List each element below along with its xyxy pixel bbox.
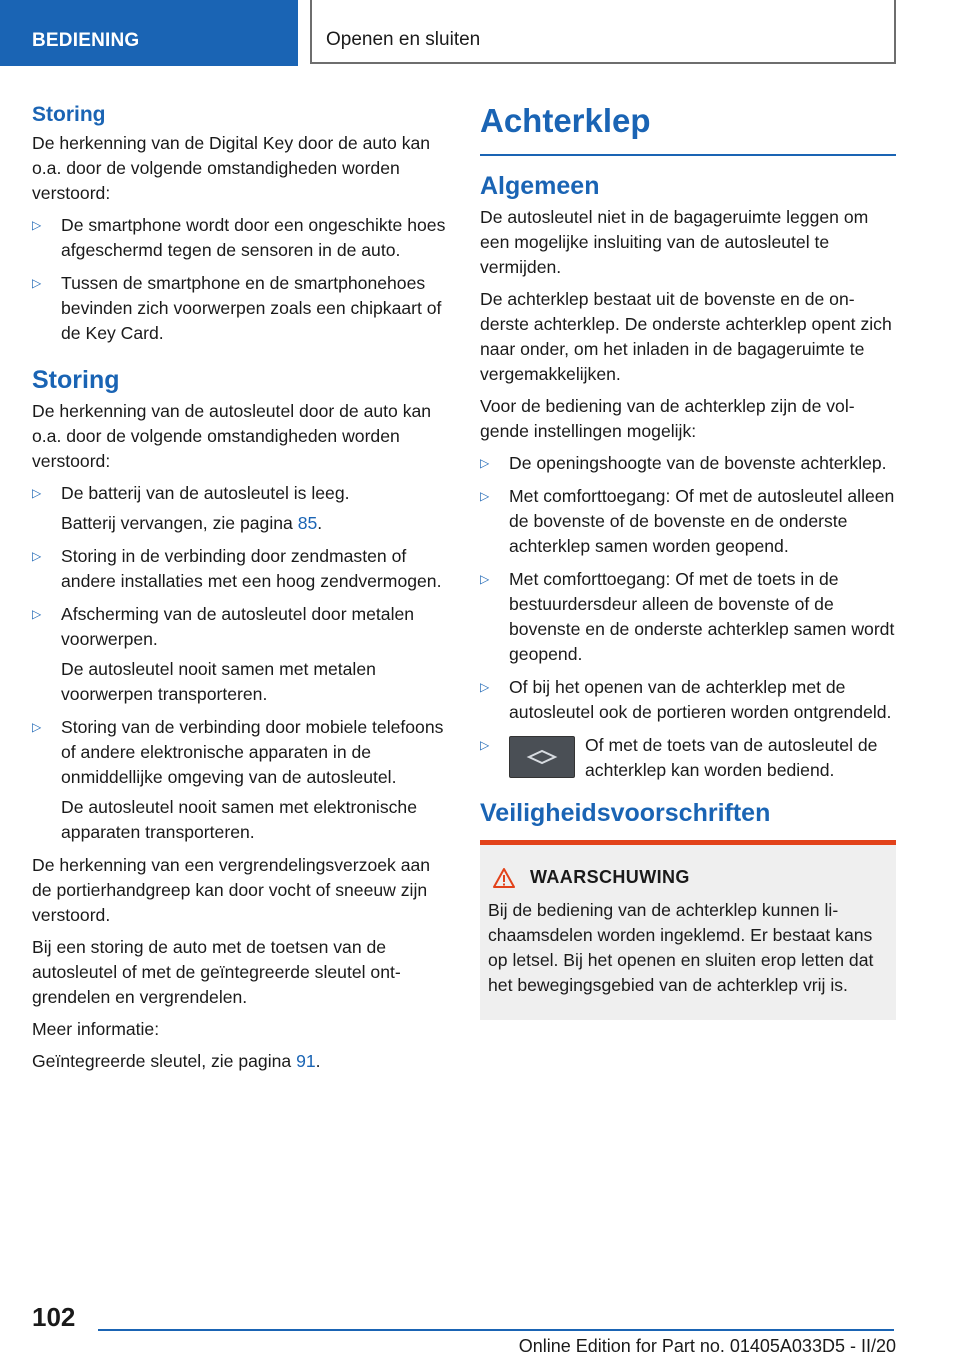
- algemeen-list: [480, 451, 896, 783]
- chapter-title: Openen en sluiten: [310, 0, 896, 64]
- algemeen-p1: De autosleutel niet in de bagageruimte leggen om een mogelijke insluiting van de autosleutel te vermijden.: [480, 207, 869, 277]
- list-item: ▷ De openingshoogte van de bovenste achterklep.: [480, 451, 896, 476]
- list-item: ▷ Met comforttoegang: Of met de toets in de bestuurdersdeur alleen de bovenste of de bovenste en de onderste achterklep samen wordt geopend.: [480, 569, 895, 664]
- algemeen-p3: Voor de bediening van de achterklep zijn de volgende instellingen mogelijk:: [480, 396, 855, 441]
- triangle-right-icon: ▷: [32, 720, 42, 734]
- edition-text: Online Edition for Part no. 01405A033D5 - II/20: [518, 1336, 896, 1356]
- page-title-achterklep: Achterklep: [480, 96, 896, 156]
- storing-autosleutel-list: [32, 481, 448, 845]
- list-item: ▷ Of bij het openen van de achterklep met de autosleutel ook de portieren worden ontgrendeld.: [480, 677, 892, 722]
- heading-algemeen: Algemeen: [480, 172, 600, 200]
- triangle-right-icon: ▷: [32, 549, 42, 563]
- page-number: 102: [32, 1302, 76, 1332]
- triangle-right-icon: ▷: [32, 486, 42, 500]
- page-header: [0, 0, 960, 66]
- list-item: ▷ Afscherming van de autosleutel door metalen voorwerpen. De autosleutel nooit samen met metalen voorwerpen transporteren.: [32, 604, 415, 704]
- warning-title: WAARSCHUWING: [530, 867, 690, 887]
- storing-autosleutel-intro: De herkenning van de autosleutel door de auto kan o.a. door de volgende omstandigheden worden verstoord:: [32, 401, 432, 471]
- triangle-right-icon: ▷: [480, 456, 490, 470]
- triangle-right-icon: ▷: [480, 680, 490, 694]
- page-link-85[interactable]: 85: [297, 513, 318, 533]
- list-item: [480, 733, 896, 783]
- triangle-right-icon: ▷: [32, 607, 42, 621]
- paragraph-meer-info: Meer informatie:: [32, 1019, 160, 1039]
- page-footer: [0, 1290, 960, 1362]
- right-column: [480, 96, 896, 1020]
- list-item: ▷ Storing van de verbinding door mobiele telefoons of andere elektronische apparaten in de onmiddellijke omgeving van de autosleutel. De autosleutel nooit samen met elektronische apparaten transporteren.: [32, 717, 444, 842]
- key-button-row: Of met de toets van de autosleutel de achterklep kan worden bediend.: [509, 733, 896, 783]
- warning-text: Bij de bediening van de achterklep kunnen lichaamsdelen worden ingeklemd. Er bestaat kans op letsel. Bij het openen en sluiten erop letten dat het bewegingsgebied van de achterklep vrij is.: [488, 900, 874, 995]
- algemeen-p2: De achterklep bestaat uit de bovenste en de onderste achterklep. De onderste achterklep opent zich naar onder, om het inladen in de bagageruimte te vergemakkelijken.: [480, 289, 892, 384]
- tailgate-key-button-icon: [509, 736, 575, 778]
- paragraph-vocht: De herkenning van een vergrendelingsverzoek aan de portierhandgreep kan door vocht of sneeuw zijn verstoord.: [32, 855, 431, 925]
- footer-divider: [98, 1329, 894, 1331]
- warning-triangle-icon: [492, 867, 516, 889]
- storing-digital-key-list: [32, 213, 448, 346]
- section-tab: BEDIENING: [0, 0, 298, 66]
- left-column: [32, 98, 448, 1081]
- triangle-right-icon: ▷: [480, 489, 490, 503]
- tailgate-symbol-icon: [525, 749, 559, 765]
- heading-veiligheidsvoorschriften: Veiligheidsvoorschriften: [480, 799, 771, 827]
- triangle-right-icon: ▷: [480, 572, 490, 586]
- triangle-right-icon: ▷: [32, 276, 42, 290]
- triangle-right-icon: ▷: [480, 738, 490, 752]
- list-item: ▷ Tussen de smartphone en de smartphonehoes bevinden zich voorwerpen zoals een chipkaart of de Key Card.: [32, 273, 442, 343]
- paragraph-ontgrendelen: Bij een storing de auto met de toetsen van de autosleutel of met de geïntegreerde sleutel ontgrendelen en vergrendelen.: [32, 937, 401, 1007]
- list-item: ▷ De smartphone wordt door een ongeschikte hoes afgeschermd tegen de sensoren in de auto.: [32, 215, 446, 260]
- list-item: ▷ De batterij van de autosleutel is leeg. Batterij vervangen, zie pagina 85.: [32, 483, 350, 533]
- list-item: ▷ Storing in de verbinding door zendmasten of andere installaties met een hoog zendvermogen.: [32, 546, 442, 591]
- page-link-91[interactable]: 91: [296, 1051, 316, 1071]
- storing-digital-key-intro: De herkenning van de Digital Key door de auto kan o.a. door de volgende omstandigheden worden verstoord:: [32, 133, 431, 203]
- heading-storing-digital-key: Storing: [32, 103, 106, 126]
- heading-storing-autosleutel: Storing: [32, 366, 120, 394]
- list-item: ▷ Met comforttoegang: Of met de autosleutel alleen de bovenste of de bovenste en de onderste achterklep samen worden geopend.: [480, 486, 895, 556]
- paragraph-geintegreerde-sleutel: Geïntegreerde sleutel, zie pagina 91.: [32, 1051, 321, 1071]
- triangle-right-icon: ▷: [32, 218, 42, 232]
- warning-box: [480, 840, 896, 1020]
